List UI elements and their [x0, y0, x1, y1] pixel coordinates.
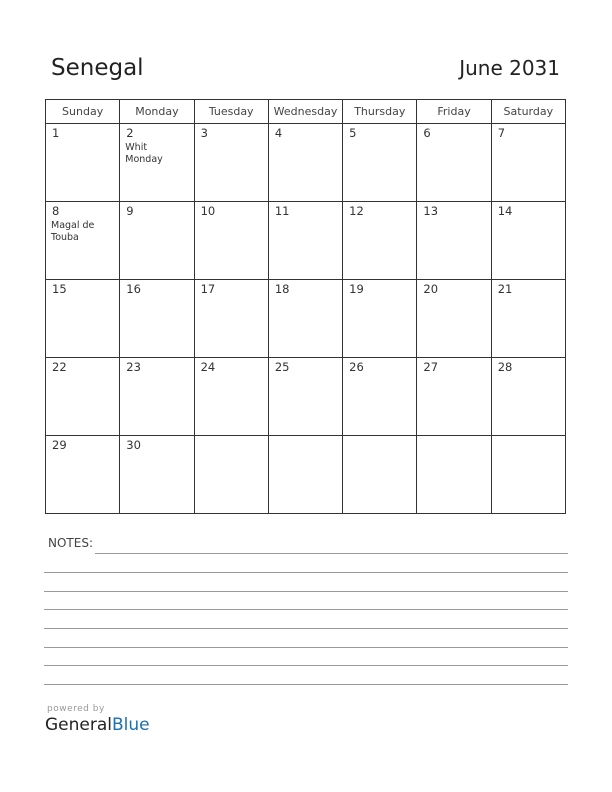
day-number: 8	[52, 204, 60, 218]
weekday-header: Thursday	[343, 100, 417, 124]
day-cell	[417, 280, 491, 358]
holiday-label	[46, 140, 119, 142]
day-number: 30	[126, 438, 141, 452]
day-number: 15	[52, 282, 67, 296]
week-row	[46, 436, 566, 514]
day-number: 7	[497, 126, 506, 140]
day-cell	[46, 436, 120, 514]
weekday-header: Monday	[120, 100, 194, 124]
holiday-label	[195, 374, 268, 376]
holiday-label: Magal de Touba	[51, 220, 95, 243]
day-number: 9	[126, 204, 134, 218]
holiday-label	[120, 296, 193, 298]
day-cell	[194, 124, 268, 202]
day-number: 5	[349, 126, 357, 140]
day-number: 22	[52, 360, 67, 374]
day-number: 10	[200, 204, 216, 218]
day-cell	[417, 358, 491, 436]
holiday-label	[343, 296, 416, 298]
holiday-label	[269, 140, 342, 142]
day-cell	[417, 436, 491, 514]
holiday-label: Whit Monday	[125, 142, 163, 165]
day-cell	[343, 124, 417, 202]
day-number: 17	[200, 282, 216, 296]
holiday-label	[417, 218, 490, 220]
day-cell	[491, 124, 565, 202]
day-cell	[491, 436, 565, 514]
day-cell	[343, 436, 417, 514]
day-number: 18	[274, 282, 290, 296]
holiday-label	[343, 140, 416, 142]
day-cell	[268, 358, 342, 436]
notes-line	[44, 609, 568, 610]
day-cell	[268, 124, 342, 202]
holiday-label	[492, 218, 565, 220]
day-number: 26	[349, 360, 364, 374]
day-cell	[194, 202, 268, 280]
holiday-label	[120, 218, 193, 220]
day-cell	[268, 436, 342, 514]
day-cell	[491, 358, 565, 436]
day-cell	[194, 358, 268, 436]
day-cell	[343, 202, 417, 280]
holiday-label	[343, 218, 416, 220]
day-cell	[268, 280, 342, 358]
week-row	[46, 124, 566, 202]
day-number: 1	[52, 126, 60, 140]
day-cell	[268, 202, 342, 280]
weekday-header: Friday	[417, 100, 491, 124]
holiday-label	[46, 296, 119, 298]
day-cell	[46, 202, 120, 280]
day-cell	[46, 280, 120, 358]
notes-line	[44, 628, 568, 629]
week-row	[46, 280, 566, 358]
notes-line	[95, 553, 568, 554]
weekday-header: Tuesday	[194, 100, 268, 124]
notes-line	[44, 684, 568, 685]
day-number: 21	[497, 282, 513, 296]
day-number: 16	[126, 282, 141, 296]
notes-line	[44, 647, 568, 648]
day-number: 13	[423, 204, 439, 218]
day-number: 28	[497, 360, 513, 374]
holiday-label	[269, 438, 342, 440]
weekday-header: Sunday	[46, 100, 120, 124]
holiday-label	[120, 374, 193, 376]
holiday-label	[269, 374, 342, 376]
holiday-label	[417, 374, 490, 376]
day-cell	[343, 280, 417, 358]
holiday-label	[417, 140, 490, 142]
notes-line	[44, 572, 568, 573]
day-number: 12	[349, 204, 364, 218]
day-number: 19	[349, 282, 364, 296]
day-number: 14	[497, 204, 513, 218]
country-title: Senegal	[51, 55, 144, 81]
day-number: 27	[423, 360, 439, 374]
holiday-label	[195, 218, 268, 220]
day-cell	[120, 124, 194, 202]
holiday-label	[195, 140, 268, 142]
calendar-grid	[45, 99, 566, 514]
day-cell	[46, 358, 120, 436]
holiday-label	[195, 296, 268, 298]
month-title: June 2031	[459, 56, 560, 80]
day-number: 24	[200, 360, 216, 374]
holiday-label	[492, 438, 565, 440]
day-number: 11	[274, 204, 290, 218]
day-number: 3	[200, 126, 208, 140]
notes-line	[44, 591, 568, 592]
holiday-label	[120, 452, 193, 454]
day-cell	[194, 436, 268, 514]
day-cell	[491, 202, 565, 280]
day-cell	[120, 202, 194, 280]
holiday-label	[269, 296, 342, 298]
day-cell	[343, 358, 417, 436]
week-row	[46, 358, 566, 436]
day-number: 25	[274, 360, 290, 374]
day-number: 6	[423, 126, 431, 140]
generalblue-logo[interactable]	[45, 704, 150, 735]
holiday-label	[269, 218, 342, 220]
holiday-label	[195, 438, 268, 440]
holiday-label	[492, 140, 565, 142]
day-cell	[120, 358, 194, 436]
notes-line	[44, 665, 568, 666]
day-number: 23	[126, 360, 141, 374]
brand-general: General	[45, 715, 112, 735]
brand-name	[45, 715, 150, 735]
holiday-label	[492, 374, 565, 376]
day-number: 29	[52, 438, 67, 452]
day-cell	[491, 280, 565, 358]
holiday-label	[492, 296, 565, 298]
day-number: 2	[126, 126, 134, 140]
day-number: 4	[274, 126, 283, 140]
day-cell	[120, 280, 194, 358]
day-cell	[417, 202, 491, 280]
day-cell	[46, 124, 120, 202]
day-number: 20	[423, 282, 439, 296]
holiday-label	[46, 374, 119, 376]
day-cell	[194, 280, 268, 358]
week-row	[46, 202, 566, 280]
weekday-header: Saturday	[491, 100, 565, 124]
day-cell	[417, 124, 491, 202]
weekday-header-row	[46, 100, 566, 124]
holiday-label	[46, 452, 119, 454]
holiday-label	[417, 296, 490, 298]
brand-blue: Blue	[112, 715, 150, 735]
day-cell	[120, 436, 194, 514]
holiday-label	[343, 374, 416, 376]
holiday-label	[417, 438, 490, 440]
notes-label: NOTES:	[48, 536, 93, 550]
powered-by-text: powered by	[47, 704, 105, 714]
weekday-header: Wednesday	[268, 100, 342, 124]
holiday-label	[343, 438, 416, 440]
